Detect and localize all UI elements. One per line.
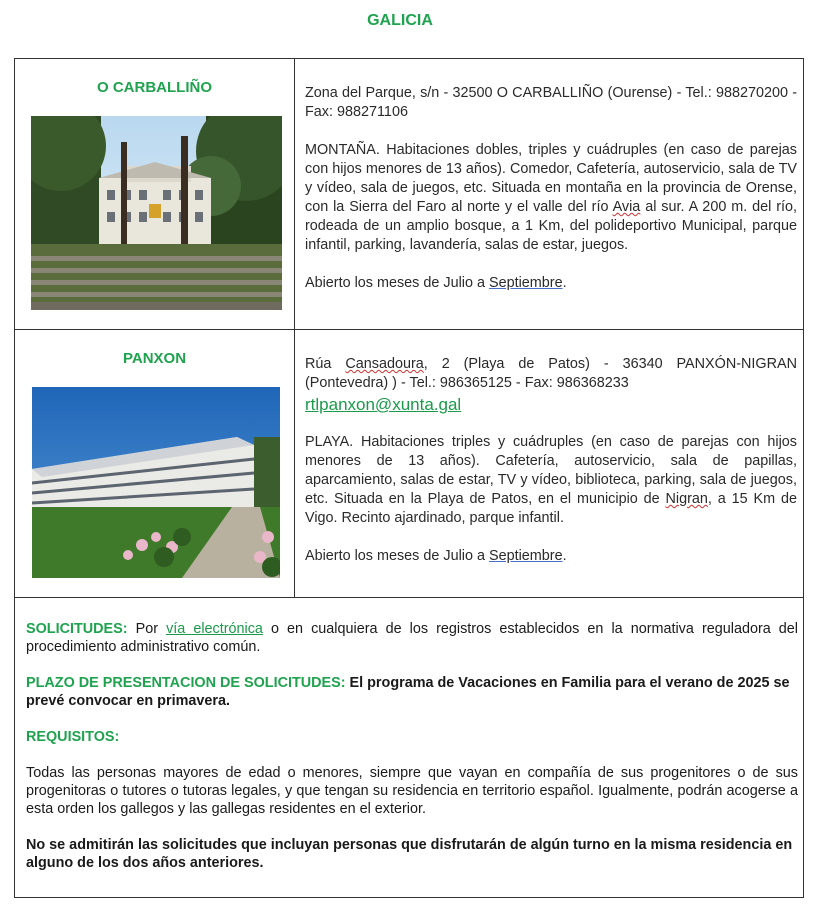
warning-text: No se admitirán las solicitudes que incluyan personas que disfrutarán de algún turno en la misma residencia en alguno de los dos años anteriores. [26,837,793,871]
residences-table [14,58,804,898]
electronic-application-link[interactable]: vía electrónica [166,621,263,637]
panxon-email-link[interactable]: rtlpanxon@xunta.gal [305,395,462,414]
panxon-photo [32,387,280,578]
application-info [26,620,798,872]
carballino-address: Zona del Parque, s/n - 32500 O CARBALLIÑO (Ourense) - Tel.: 988270200 - Fax: 988271106 [305,85,797,120]
requisitos-text: Todas las personas mayores de edad o menores, siempre que vayan en compañía de sus progenitores o de sus progenitoras o tutores o tutoras legales, y que tengan su residencia en territorio español. Igualmente, podrán acogerse a esta orden los gallegos y las gallegas residentes en el exterior. [26,765,798,817]
carballino-details [305,84,797,293]
carballino-description: MONTAÑA. Habitaciones dobles, triples y cuádruples (en caso de parejas con hijos menores de 13 años). Comedor, Cafetería, autoservicio, sala de TV y vídeo, sala de juegos, etc. Situada en montaña en la provincia de Orense, con la Sierra del Faro al norte y el valle del río Avia al sur. A 200 m. del río, rodeada de un amplio bosque, a 1 Km, del polideportivo Municipal, parque infantil, parking, lavandería, salas de estar, juegos. [305,142,797,253]
panxon-description: PLAYA. Habitaciones triples y cuádruples (en caso de parejas con hijos menores de 13 años). Cafetería, autoservicio, sala de papillas, aparcamiento, salas de estar, TV y vídeo, biblioteca, parking, sala de juegos, etc. Situada en la Playa de Patos, en el municipio de Nigran, a 15 Km de Vigo. Recinto ajardinado, parque infantil. [305,434,797,526]
panxon-address: Rúa Cansadoura, 2 (Playa de Patos) - 36340 PANXÓN-NIGRAN (Pontevedra) ) - Tel.: 986365125 - Fax: 986368233 [305,356,797,391]
page-title: GALICIA [367,12,433,29]
row-divider [15,329,803,330]
panxon-email-line [305,395,797,416]
panxon-details [305,355,797,566]
requisitos-heading: REQUISITOS: [26,729,120,745]
solicitudes-paragraph: SOLICITUDES: Por vía electrónica o en cualquiera de los registros establecidos en la normativa reguladora del procedimiento administrativo común. [26,621,799,655]
plazo-paragraph: PLAZO DE PRESENTACION DE SOLICITUDES: El programa de Vacaciones en Familia para el verano de 2025 se prevé convocar en primavera. [26,675,790,709]
hotel-name-carballino: O CARBALLIÑO [97,79,212,96]
carballino-opening: Abierto los meses de Julio a Septiembre. [305,275,567,291]
panxon-opening: Abierto los meses de Julio a Septiembre. [305,548,567,564]
hotel-name-panxon: PANXON [122,350,187,367]
carballino-photo [31,116,282,310]
row-divider [15,597,803,598]
